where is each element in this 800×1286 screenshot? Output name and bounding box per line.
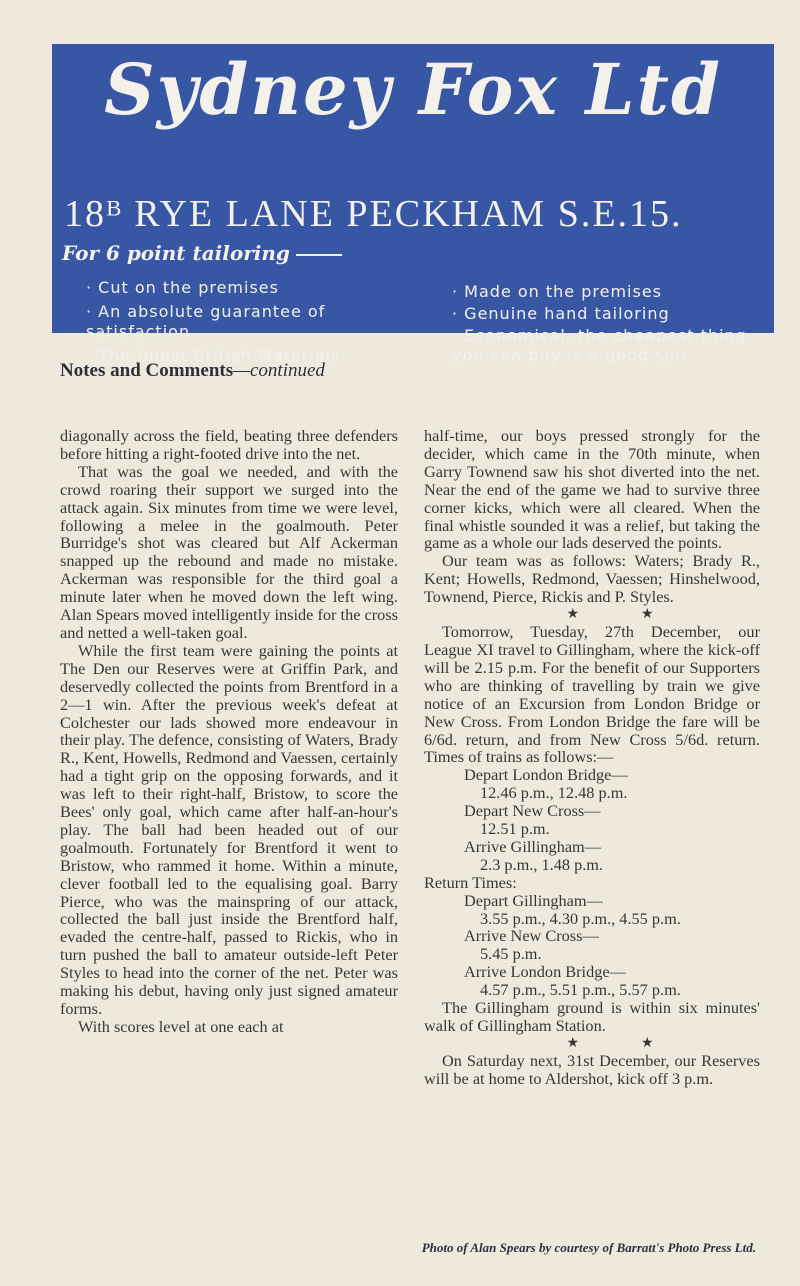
advert-point: · The finest British Materials [86, 346, 341, 365]
article-heading-suffix: —continued [233, 360, 325, 381]
advert-points-left [86, 278, 416, 370]
star-icon: ★ [641, 607, 654, 623]
star-icon: ★ [566, 607, 579, 623]
train-time-line: Depart Gillingham— [464, 890, 603, 910]
advert-tagline [62, 240, 342, 266]
article-paragraph: On Saturday next, 31st December, our Reserves will be at home to Aldershot, kick off 3 p.m. [424, 1050, 760, 1088]
advert-point: · Economical, the cheapest thing you can buy is a good suit [452, 326, 747, 365]
star-divider [424, 1035, 760, 1052]
train-time-line: Arrive Gillingham— [464, 836, 602, 856]
article-heading-text: Notes and Comments [60, 360, 234, 381]
advert-tagline-text: For 6 point tailoring [62, 241, 290, 265]
article-paragraph: That was the goal we needed, and with the crowd roaring their support we surged into the attack again. Six minutes from time we were level, following a melee in the goalmouth. Peter Burridge's shot was cleared but Alf Ackerman snapped up the rebound and made no mistake. Ackerman was responsible for the third goal a minute later when he moved down the left wing. Alan Spears moved intelligently inside for the cross and netted a well-taken goal. [60, 461, 398, 642]
star-icon: ★ [566, 1035, 579, 1051]
article-paragraph: diagonally across the field, beating three defenders before hitting a right-footed drive into the net. [60, 426, 398, 463]
advertisement-banner [52, 44, 774, 365]
train-times-list [424, 766, 760, 999]
train-time-line: Arrive London Bridge— [464, 962, 626, 982]
article-heading [60, 360, 325, 382]
article-column-left [60, 427, 398, 1036]
train-time-line: Arrive New Cross— [464, 926, 599, 946]
tagline-rule [296, 254, 342, 256]
photo-credit: Photo of Alan Spears by courtesy of Barratt's Photo Press Ltd. [421, 1240, 756, 1255]
train-time-line: 5.45 p.m. [480, 944, 542, 964]
advert-point: · An absolute guarantee of satisfaction [86, 302, 326, 341]
train-time-line: 2.3 p.m., 1.48 p.m. [480, 854, 604, 874]
article-paragraph: While the first team were gaining the points at The Den our Reserves were at Griffin Park, and deservedly collected the points from Brentford in a 2—1 win. After the previous week's defeat at Colchester our lads showed more endeavour in their play. The defence, consisting of Waters, Brady R., Kent, Howells, Redmond and Vaessen, certainly had a tight grip on the opposing forwards, and it was left to their right-half, Bristow, to score the Bees' only goal, which came after half-an-hour's play. The ball had been headed out of our goalmouth. Fortunately for Brentford it went to Bristow, who rammed it home. Within a minute, clever football led to the equalising goal. Barry Pierce, who was the mainspring of our attack, collected the ball just inside the Brentford half, evaded the centre-half, passed to Rickis, who in turn pushed the ball to amateur outside-left Peter Styles to head into the corner of the net. Peter was making his debut, having only just signed amateur forms. [60, 640, 398, 1018]
article-paragraph: half-time, our boys pressed strongly for the decider, which came in the 70th minute, when Garry Townend saw his shot diverted into the net. Near the end of the game we had to survive three corner kicks, which were all cleared. When the final whistle sounded it was a relief, but taking the game as a whole our lads deserved the points. [424, 426, 760, 553]
train-time-line: 4.57 p.m., 5.51 p.m., 5.57 p.m. [480, 980, 681, 1000]
article-paragraph: The Gillingham ground is within six minutes' walk of Gillingham Station. [424, 998, 760, 1035]
train-time-line: Depart London Bridge— [464, 765, 628, 785]
train-time-line: 12.51 p.m. [480, 819, 550, 839]
article-paragraph: Our team was as follows: Waters; Brady R., Kent; Howells, Redmond, Vaessen; Hinshelwood, Townend, Pierce, Rickis and P. Styles. [424, 551, 760, 607]
star-divider [424, 606, 760, 623]
advert-company-name: Sydney Fox Ltd [104, 48, 722, 131]
train-time-line: Return Times: [424, 872, 517, 892]
advert-point: · Genuine hand tailoring [452, 304, 670, 323]
article-paragraph: Tomorrow, Tuesday, 27th December, our League XI travel to Gillingham, where the kick-off will be 2.15 p.m. For the benefit of our Supporters who are thinking of travelling by train we give notice of an Excursion from London Bridge or New Cross. From London Bridge the fare will be 6/6d. return, and from New Cross 5/6d. return. Times of trains as follows:— [424, 622, 760, 767]
train-time-line: Depart New Cross— [464, 801, 601, 821]
article-column-right [424, 427, 760, 1088]
advert-point: · Cut on the premises [86, 278, 279, 297]
article-paragraph: With scores level at one each at [78, 1016, 284, 1036]
train-time-line: 12.46 p.m., 12.48 p.m. [480, 783, 628, 803]
advert-point: · Made on the premises [452, 282, 662, 301]
star-icon: ★ [641, 1035, 654, 1051]
advert-points-right [452, 282, 772, 368]
train-time-line: 3.55 p.m., 4.30 p.m., 4.55 p.m. [480, 908, 681, 928]
advert-address: 18ᴮ RYE LANE PECKHAM S.E.15. [64, 193, 683, 235]
